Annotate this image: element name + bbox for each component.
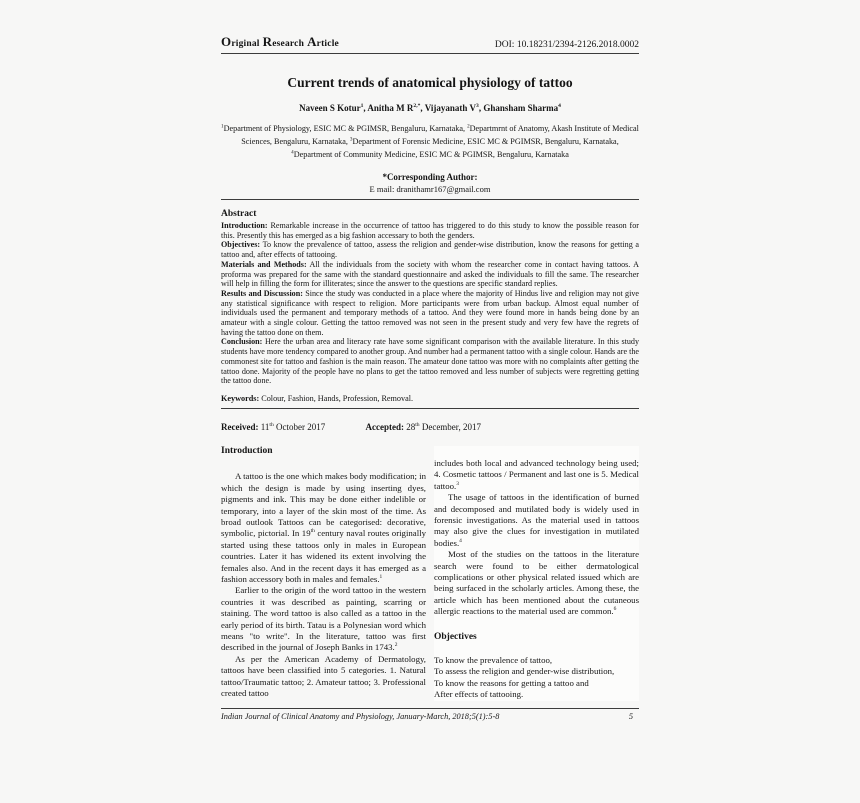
introduction-paragraph: includes both local and advanced technology being used; 4. Cosmetic tattoos / Permanent and last one is 5. Medical tattoo.$^3$ — [434, 457, 639, 491]
abstract-paragraph — [221, 337, 639, 386]
abstract-paragraph-text: To know the prevalence of tattoo, assess the religion and gender-wise distribution, know the reasons for getting a tattoo and, after effects of tattooing. — [221, 240, 639, 260]
introduction-paragraph: Most of the studies on the tattoos in the literature search were found to be either dermatological complications or other physical related issued which are being surfaced in the scholarly articles. Among these, the article which has been mentioned about the cutaneous allergic reactions to the material used are common.$^6$ — [434, 549, 639, 617]
keywords-line — [221, 394, 639, 409]
accepted-value: 28th December, 2017 — [406, 421, 481, 432]
keywords-text: Colour, Fashion, Hands, Profession, Removal. — [261, 393, 414, 403]
doi: DOI: 10.18231/2394-2126.2018.0002 — [494, 40, 639, 50]
article-type-word: Article — [307, 34, 339, 49]
introduction-heading: Introduction — [221, 445, 273, 456]
abstract-section — [221, 209, 639, 386]
abstract-paragraph-label: Materials and Methods: — [221, 259, 307, 269]
objective-item: To know the prevalence of tattoo, — [434, 655, 553, 666]
accepted-label: Accepted: — [365, 421, 404, 432]
left-column — [221, 446, 426, 701]
abstract-paragraph-label: Results and Discussion: — [221, 288, 303, 298]
abstract-paragraph — [221, 221, 639, 240]
abstract-paragraph-label: Conclusion: — [221, 337, 263, 347]
abstract-paragraph — [221, 289, 639, 338]
received-value: 11th October 2017 — [260, 421, 326, 432]
page-title: Current trends of anatomical physiology of tattoo — [287, 75, 573, 90]
abstract-paragraph-text: Remarkable increase in the occurrence of tattoo has triggered to do this study to know the possible reason for this. Presently this has emerged as a big fashion accessary to both the genders. — [221, 221, 639, 240]
abstract-paragraph — [221, 240, 639, 259]
authors-line: Naveen S Kotur$^1$, Anitha M $R^{2,*}$, Vijayanath $V^3$, Ghansham Sharma$^4$ — [299, 103, 561, 113]
keywords-label: Keywords: — [221, 393, 260, 403]
abstract-paragraph-text: Since the study was conducted in a place where the majority of Hindus live and religion may not give any statistical significance with respect to religion. More participants were from urban backup. Almost equal number of individuals used the permanent and temporary methods of a tattoo. And they were found more in hands being done by an amateur with a single colour. Getting the tattoo removed was not seen in the present study and very few have the regrets of having the tattoo done on them. — [221, 288, 639, 337]
introduction-paragraph: A tattoo is the one which makes body modification; in which the design is made by using inserting dyes, pigments and ink. This may be done either indelible or temporary, into a layer of the skin most of the time. As broad outlook Tattoos can be categorised: decorative, symbolic, pictorial. In 19th century naval routes originally started using these tattoos only in males in European countries. Later it has widened its extent involving the females also. And in the recent days it has emerged as a fashion accessory both in males and females.$^1$ — [221, 471, 426, 585]
right-column — [434, 446, 639, 701]
abstract-paragraph-text: Here the urban area and literacy rate have some significant comparison with the available literature. In this study students have more tendency compared to another group. And number had a permanent tattoo with a single colour. Hands are the commonest site for tattoo and fashion is the main reason. The amateur done tattoo was more with no complaints after getting the tattoo done. Majority of the people have no plans to get the tattoo removed and less number of subjects were regretting getting the tattoo done. — [221, 337, 639, 386]
objective-item: To know the reasons for getting a tattoo and — [434, 677, 589, 688]
abstract-paragraph-text: All the individuals from the society with whom the researcher come in contact having tattoos. A proforma was prepared for the same with the standard questionnaire and asked the individuals to fill the same. The researcher will help in filling the form for illiterates; since the answer to the questions are specific standard replies. — [221, 259, 639, 289]
page-number: 5 — [628, 711, 633, 721]
abstract-paragraph — [221, 260, 639, 289]
corresponding-author-email: E mail: dranithamr167@gmail.com — [221, 184, 639, 200]
page-footer — [221, 708, 639, 721]
article-header — [221, 34, 639, 54]
journal-citation: Indian Journal of Clinical Anatomy and Physiology, January-March, 2018;5(1):5-8 — [221, 711, 500, 721]
objective-item: After effects of tattooing. — [434, 689, 524, 700]
received-label: Received: — [221, 421, 259, 432]
abstract-paragraph-label: Objectives: — [221, 240, 261, 250]
article-page — [221, 0, 639, 721]
abstract-paragraph-label: Introduction: — [221, 221, 268, 230]
article-type — [221, 34, 342, 50]
two-column-body — [221, 446, 639, 701]
dates-line — [221, 422, 639, 432]
introduction-paragraph: The usage of tattoos in the identification of burned and decomposed and mutilated body is widely used in forensic investigations. As the material used in tattoos may also give the clues for investigation in mutilated bodies.$^4$ — [434, 492, 639, 548]
article-type-word: Original — [221, 34, 260, 49]
introduction-paragraph: Earlier to the origin of the word tattoo in the western countries it was described as painting, scarring or staining. The word tattoo is also called as a tattoo in the early period of its birth. Tatau is a Polynesian word which means "to write". In the literature, tattoo was first described in the journal of Joseph Banks in 1743.$^2$ — [221, 585, 426, 653]
objective-item: To assess the religion and gender-wise distribution, — [434, 666, 615, 677]
objectives-heading: Objectives — [434, 631, 477, 642]
abstract-heading: Abstract — [221, 209, 257, 219]
affiliations: $^1$Department of Physiology, ESIC MC & PGIMSR, Bengaluru, Karnataka, $^2$Departmrnt of Anatomy, Akash Institute of Medical Sciences, Bengaluru, Karnataka, $^3$Department of Forensic Medicine, ESIC MC & PGIMSR, Bengaluru, Karnataka, $^4$Department of Community Medicine, ESIC MC & PGIMSR, Bengaluru, Karnataka — [221, 123, 639, 159]
corresponding-author-label: *Corresponding Author: — [382, 172, 478, 182]
introduction-paragraph: As per the American Academy of Dermatology, tattoos have been classified into 5 categories. 1. Natural tattoo/Traumatic tattoo; 2. Amateur tattoo; 3. Professional created tattoo — [221, 653, 426, 699]
article-type-word: Research — [262, 34, 305, 49]
